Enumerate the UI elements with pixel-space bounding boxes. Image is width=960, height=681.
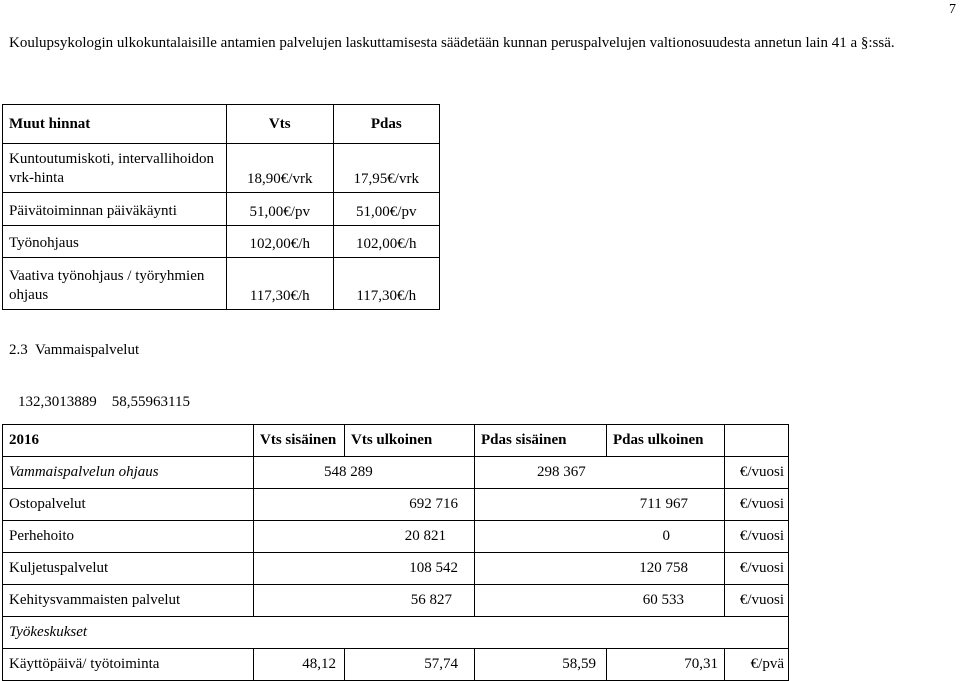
table-cell: 117,30€/h xyxy=(333,258,440,310)
table-cell: 18,90€/vrk xyxy=(227,144,334,193)
table-row xyxy=(3,457,789,489)
table-cell: Työnohjaus xyxy=(3,226,227,258)
table-cell: €/vuosi xyxy=(725,457,789,489)
table-row xyxy=(3,521,789,553)
table-cell: 0 xyxy=(475,521,725,553)
header-cell xyxy=(725,425,789,457)
header-cell: Vts sisäinen xyxy=(254,425,345,457)
table-cell: 58,59 xyxy=(475,649,607,681)
table-cell: 102,00€/h xyxy=(333,226,440,258)
numbers-line: 132,3013889 58,55963115 xyxy=(18,394,190,410)
page-number: 7 xyxy=(949,2,956,17)
table-header-row xyxy=(3,425,789,457)
table-cell: Perhehoito xyxy=(3,521,254,553)
header-cell: Pdas sisäinen xyxy=(475,425,607,457)
table-cell: 102,00€/h xyxy=(227,226,334,258)
table-cell: 20 821 xyxy=(254,521,475,553)
table-cell: 51,00€/pv xyxy=(227,193,334,226)
disability-services-table xyxy=(2,424,789,681)
table-cell: 56 827 xyxy=(254,585,475,617)
table-cell: Päivätoiminnan päiväkäynti xyxy=(3,193,227,226)
table-cell: 120 758 xyxy=(475,553,725,585)
table-row xyxy=(3,144,440,193)
header-cell: Vts ulkoinen xyxy=(345,425,475,457)
table-cell: Käyttöpäivä/ työtoiminta xyxy=(3,649,254,681)
table-header-row xyxy=(3,105,440,144)
table-cell: 298 367 xyxy=(475,457,725,489)
table-row xyxy=(3,553,789,585)
table-cell: €/pvä xyxy=(725,649,789,681)
table-cell: Työkeskukset xyxy=(3,617,789,649)
table-cell: 70,31 xyxy=(607,649,725,681)
table-cell: 57,74 xyxy=(345,649,475,681)
table-cell: 48,12 xyxy=(254,649,345,681)
table-row xyxy=(3,226,440,258)
header-cell: Pdas ulkoinen xyxy=(607,425,725,457)
table-cell: 548 289 xyxy=(254,457,475,489)
table-row xyxy=(3,649,789,681)
table-cell: Ostopalvelut xyxy=(3,489,254,521)
header-cell: Muut hinnat xyxy=(3,105,227,144)
table-cell: €/vuosi xyxy=(725,585,789,617)
table-row xyxy=(3,585,789,617)
header-cell: 2016 xyxy=(3,425,254,457)
table-cell: Kehitysvammaisten palvelut xyxy=(3,585,254,617)
table-cell: 60 533 xyxy=(475,585,725,617)
table-row xyxy=(3,193,440,226)
table-cell: 711 967 xyxy=(475,489,725,521)
table-cell: 117,30€/h xyxy=(227,258,334,310)
table-cell: €/vuosi xyxy=(725,489,789,521)
table-row xyxy=(3,489,789,521)
table-cell: €/vuosi xyxy=(725,553,789,585)
table-cell: Kuljetuspalvelut xyxy=(3,553,254,585)
table-cell: €/vuosi xyxy=(725,521,789,553)
table-cell: 108 542 xyxy=(254,553,475,585)
table-row xyxy=(3,258,440,310)
header-cell: Vts xyxy=(227,105,334,144)
table-cell: 692 716 xyxy=(254,489,475,521)
table-cell: Vammaispalvelun ohjaus xyxy=(3,457,254,489)
table-cell: Vaativa työnohjaus / työryhmien ohjaus xyxy=(3,258,227,310)
section-heading: 2.3 Vammaispalvelut xyxy=(9,342,140,358)
intro-paragraph: Koulupsykologin ulkokuntalaisille antamien palvelujen laskuttamisesta säädetään kunnan peruspalvelujen valtionosuudesta annetun lain 41 a §:ssä. xyxy=(9,35,895,51)
other-prices-table xyxy=(2,104,440,310)
table-cell: 51,00€/pv xyxy=(333,193,440,226)
header-cell: Pdas xyxy=(333,105,440,144)
table-cell: 17,95€/vrk xyxy=(333,144,440,193)
table-row xyxy=(3,617,789,649)
table-cell: Kuntoutumiskoti, intervallihoidon vrk-hinta xyxy=(3,144,227,193)
